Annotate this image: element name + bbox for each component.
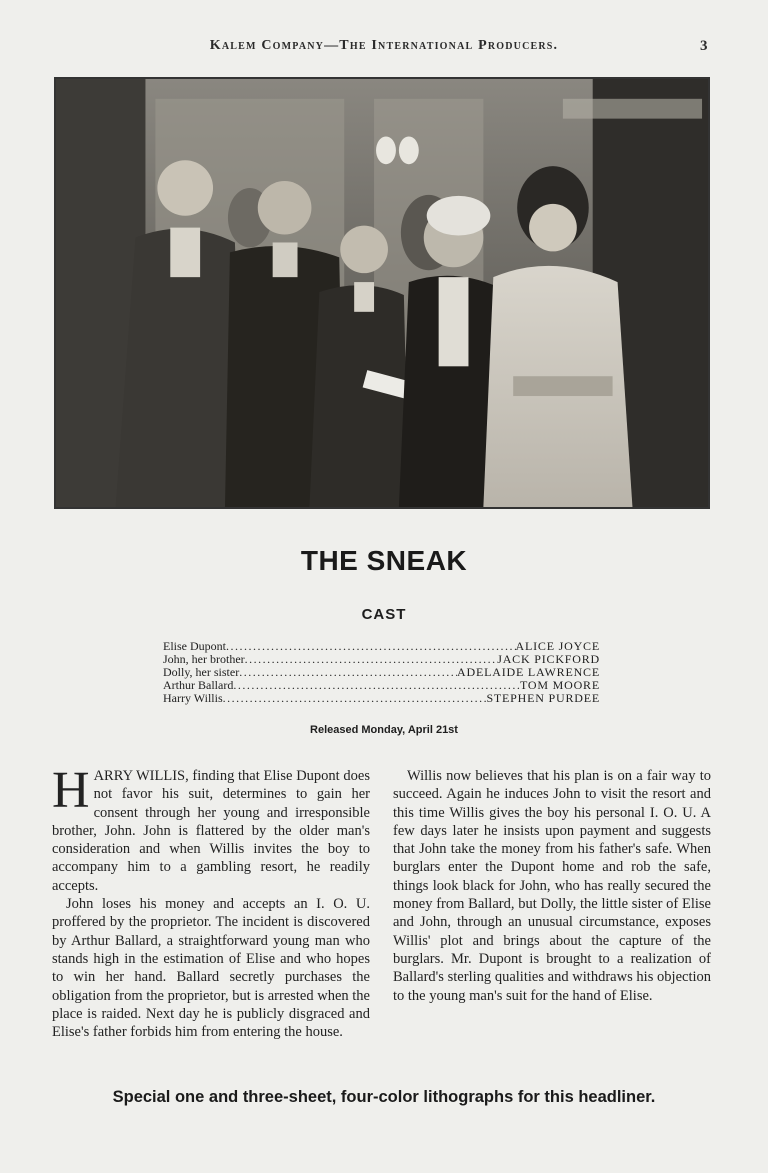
story-column-right	[393, 767, 711, 1005]
photo-icon	[56, 79, 708, 507]
cast-list	[163, 640, 600, 705]
cast-actor: ADELAIDE LAWRENCE	[457, 665, 600, 679]
cast-role: John, her brother	[163, 652, 245, 666]
release-date: Released Monday, April 21st	[310, 724, 458, 736]
story-title: THE SNEAK	[300, 545, 468, 576]
story-text: ARRY WILLIS, finding that Elise Dupont does not favor his suit, determines to gain her consent through her young and irresponsible brother, John. John is flattered by the older man's consideration and when Willis invites the boy to accompany him to a gambling resort, he readily accepts.	[52, 768, 370, 894]
leader-dots	[233, 679, 520, 692]
cast-role: Harry Willis	[163, 691, 223, 705]
film-still-photo	[54, 77, 710, 509]
leader-dots	[223, 692, 487, 705]
page-number: 3	[700, 38, 708, 54]
story-paragraph	[52, 762, 370, 895]
leader-dots	[226, 640, 516, 653]
leader-dots	[239, 666, 457, 679]
footer-note: Special one and three-sheet, four-color lithographs for this headliner.	[112, 1088, 656, 1106]
cast-heading: CAST	[361, 606, 407, 623]
cast-actor: JACK PICKFORD	[497, 652, 600, 666]
story-column-left	[52, 762, 370, 1041]
drop-cap: H	[52, 762, 90, 819]
running-header: Kalem Company—The International Producers.	[209, 38, 559, 53]
cast-role: Dolly, her sister	[163, 665, 240, 679]
cast-actor: STEPHEN PURDEE	[486, 691, 600, 705]
cast-actor: ALICE JOYCE	[515, 639, 600, 653]
cast-role: Arthur Ballard	[163, 678, 234, 692]
cast-role: Elise Dupont	[163, 639, 226, 653]
cast-row	[163, 692, 600, 705]
cast-actor: TOM MOORE	[520, 678, 600, 692]
story-paragraph: John loses his money and accepts an I. O. U. proffered by the proprietor. The incident is discovered by Arthur Ballard, a straightforward young man who stands high in the estimation of Elise and who hopes to win her hand. Ballard secretly purchases the obligation from the proprietor, but is arrested when the place is raided. Next day he is publicly disgraced and Elise's father forbids him from entering the house.	[52, 896, 370, 1041]
story-paragraph: Willis now believes that his plan is on a fair way to succeed. Again he induces John to visit the resort and this time Willis gives the boy his personal I. O. U. A few days later he insists upon payment and suggests that John take the money from his father's safe. When burglars enter the Dupont home and rob the safe, things look black for John, who has really secured the money from Ballard, but Dolly, the little sister of Elise and John, through an unusual circumstance, exposes Willis' plot and brings about the capture of the burglars. Mr. Dupont is brought to a realization of Ballard's sterling qualities and withdraws his objection to the young man's suit for the hand of Elise.	[393, 768, 711, 1004]
